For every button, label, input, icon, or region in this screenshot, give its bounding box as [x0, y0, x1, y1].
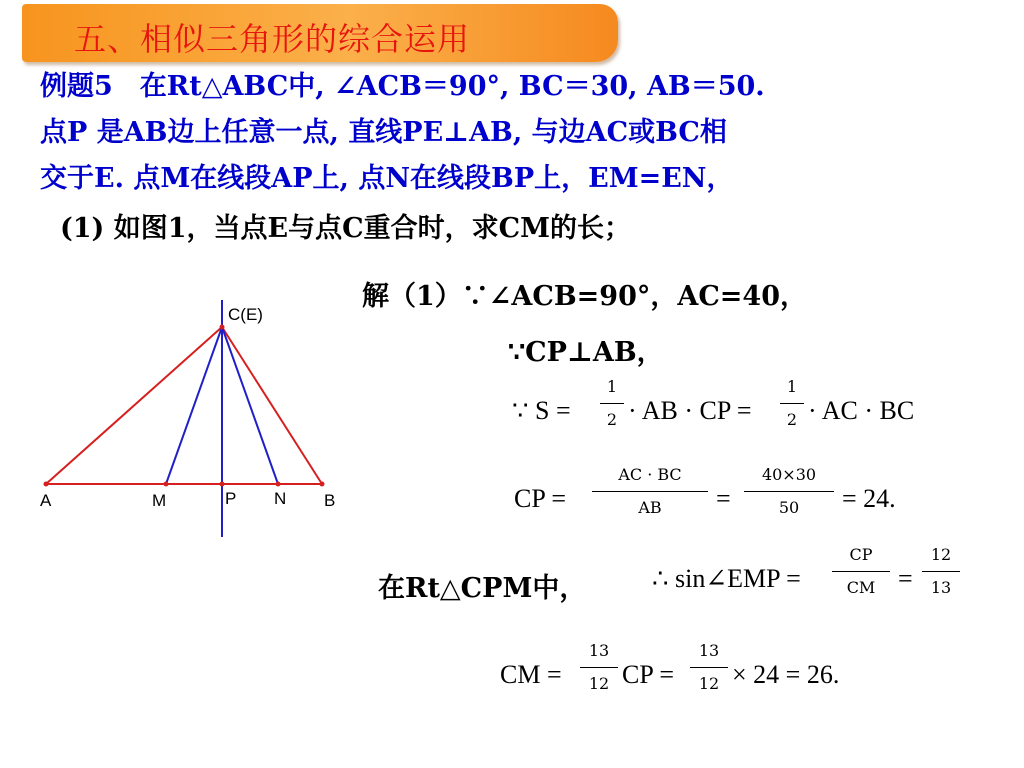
eq-area-fraction-2 [780, 372, 804, 435]
label-m: M [152, 491, 167, 510]
point-m [164, 482, 169, 487]
eq-cm-fraction-1 [580, 636, 618, 699]
solution-line-2: ∵CP⊥AB， [508, 337, 664, 368]
question-1: (1) 如图1，当点E与点C重合时，求CM的长； [60, 213, 631, 244]
eq-cm-mid: CP = [622, 660, 674, 689]
eq-cp-eq: = [716, 484, 731, 513]
eq-sin-f2-den: 13 [930, 578, 952, 597]
eq-area-f1-den: 2 [606, 410, 618, 429]
eq-cm-fraction-2 [690, 636, 728, 699]
eq-cm-f1-num: 13 [588, 641, 610, 660]
eq-sin-lead: 在Rt△CPM中， [378, 573, 587, 604]
label-b: B [324, 491, 336, 510]
eq-sin-f2-num: 12 [930, 545, 952, 564]
eq-cp-fraction-2 [744, 460, 834, 523]
title-banner [22, 4, 618, 62]
problem-line-1: 例题5 在Rt△ABC中, ∠ACB＝90°, BC＝30, AB＝50. [40, 71, 765, 102]
point-a [44, 482, 49, 487]
eq-area-f2-num: 1 [786, 377, 798, 396]
eq-sin-fraction-1 [832, 540, 890, 603]
eq-cp-f2-num: 40×30 [761, 465, 817, 484]
point-b [320, 482, 325, 487]
eq-cp-suffix: = 24. [842, 484, 896, 513]
point-c [220, 325, 225, 330]
side-ac [46, 327, 222, 484]
eq-area-mid: · AB · CP = [628, 396, 752, 425]
eq-cm-f2-num: 13 [698, 641, 720, 660]
point-n [276, 482, 281, 487]
eq-sin-f1-den: CM [846, 578, 876, 597]
eq-area-f1-num: 1 [606, 377, 618, 396]
point-p [220, 482, 225, 487]
eq-area-f2-den: 2 [786, 410, 798, 429]
label-p: P [225, 489, 237, 508]
eq-sin-f1-num: CP [849, 545, 873, 564]
label-n: N [274, 489, 287, 508]
eq-cm-f2-den: 12 [698, 674, 720, 693]
problem-line-2: 点P 是AB边上任意一点, 直线PE⊥AB, 与边AC或BC相 [40, 117, 727, 148]
eq-cp-f1-num: AC · BC [618, 465, 682, 484]
eq-sin-eq: = [898, 564, 913, 593]
label-a: A [40, 491, 52, 510]
eq-cm-f1-den: 12 [588, 674, 610, 693]
eq-cp-f1-den: AB [638, 498, 662, 517]
problem-line-3: 交于E. 点M在线段AP上, 点N在线段BP上，EM=EN， [40, 163, 734, 194]
segment-cm [166, 327, 222, 484]
eq-sin-fraction-2 [922, 540, 960, 603]
eq-cm-suffix: × 24 = 26. [732, 660, 840, 689]
eq-cp-fraction-1 [592, 460, 708, 523]
slide-title: 五、相似三角形的综合运用 [74, 20, 471, 58]
solution-line-1: 解（1）∵∠ACB=90°，AC=40， [362, 281, 807, 312]
eq-area-fraction-1 [600, 372, 624, 435]
side-bc [222, 327, 322, 484]
eq-sin-prefix: ∴ sin∠EMP = [652, 564, 801, 593]
problem-statement [40, 64, 1000, 202]
eq-cp-f2-den: 50 [778, 498, 800, 517]
triangle-diagram [30, 292, 350, 542]
eq-cp-prefix: CP = [514, 484, 566, 513]
segment-cn [222, 327, 278, 484]
label-c: C(E) [228, 305, 263, 324]
eq-cm-prefix: CM = [500, 660, 562, 689]
eq-area-prefix: ∵ S = [512, 396, 571, 425]
eq-area-suffix: · AC · BC [808, 396, 915, 425]
